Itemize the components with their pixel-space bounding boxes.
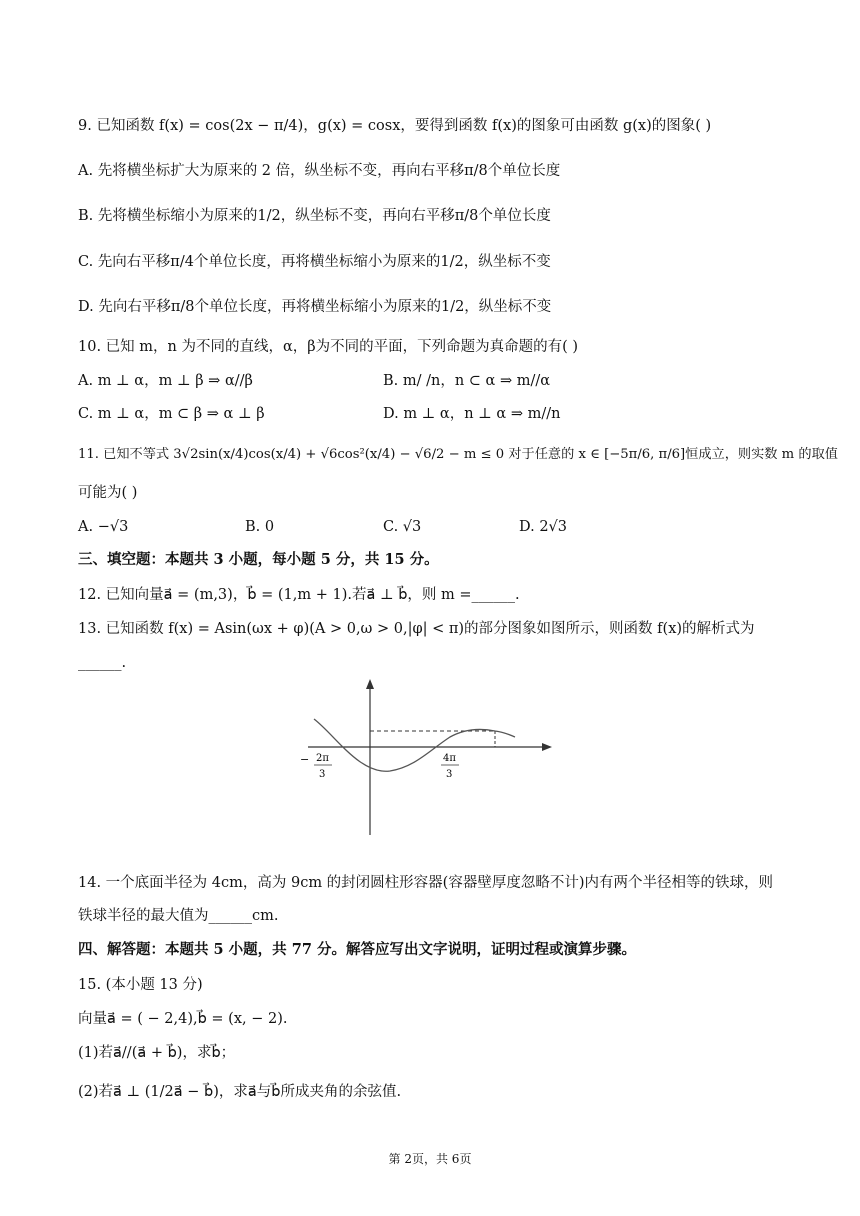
q9-option-a: [78, 160, 560, 182]
q15-title: [78, 974, 203, 996]
q9-option-d: [78, 296, 551, 318]
q9-stem: [78, 115, 711, 137]
q11-stem-text: 11. 已知不等式 3√2sin(x/4)cos(x/4) + √6cos²(x/4) − √6/2 − m ≤ 0 对于任意的 x ∈ [−5π/6, π/6]恒成立，则实数 m 的取值: [78, 447, 838, 462]
q10-option-b: [383, 370, 550, 392]
page-number-text: 第 2页，共 6页: [388, 1152, 472, 1166]
q13-stem-cont: [78, 652, 126, 674]
q15-given: [78, 1008, 287, 1030]
svg-text:3: 3: [446, 769, 453, 780]
q11-stem: [78, 444, 838, 466]
q12-stem: [78, 584, 520, 606]
q9-option-a-text: A. 先将横坐标扩大为原来的 2 倍，纵坐标不变，再向右平移π/8个单位长度: [78, 163, 561, 179]
q9-option-b-text: B. 先将横坐标缩小为原来的1/2，纵坐标不变，再向右平移π/8个单位长度: [78, 208, 551, 224]
q11-option-d: [519, 516, 567, 538]
svg-text:4π: 4π: [443, 753, 456, 764]
q12-stem-text: 12. 已知向量a⃗ = (m,3)，b⃗ = (1,m + 1).若a⃗ ⊥ b⃗，则 m =______.: [78, 587, 520, 603]
section-3-heading: [78, 549, 439, 571]
q14-stem: [78, 872, 773, 894]
svg-text:3: 3: [319, 769, 326, 780]
q11-stem-cont-text: 可能为( ): [78, 485, 138, 501]
page-footer: [0, 1150, 860, 1167]
q10-option-c-text: C. m ⊥ α，m ⊂ β ⇒ α ⊥ β: [78, 406, 265, 422]
q11-stem-cont: [78, 482, 137, 504]
q10-option-c: [78, 403, 265, 425]
q11-option-b: [245, 516, 274, 538]
q11-option-c-text: C. √3: [383, 519, 422, 535]
q9-option-c: [78, 251, 551, 273]
x-tick-neg-label: [300, 753, 332, 780]
x-tick-pos-label: [441, 753, 459, 780]
q15-given-text: 向量a⃗ = ( − 2,4),b⃗ = (x, − 2).: [78, 1011, 288, 1027]
q11-option-a-text: A. −√3: [78, 519, 129, 535]
q13-stem: [78, 618, 755, 640]
q10-stem: [78, 336, 578, 358]
q15-part1: [78, 1042, 235, 1064]
sine-curve: [314, 719, 515, 771]
q14-stem-cont-text: 铁球半径的最大值为______cm.: [78, 908, 279, 924]
q9-option-c-text: C. 先向右平移π/4个单位长度，再将横坐标缩小为原来的1/2，纵坐标不变: [78, 254, 551, 270]
svg-text:−: −: [300, 753, 310, 766]
y-axis-arrow: [366, 679, 374, 689]
q10-option-b-text: B. m/ /n，n ⊂ α ⇒ m//α: [383, 373, 551, 389]
q15-part1-text: (1)若a⃗//(a⃗ + b⃗)，求b⃗；: [78, 1045, 236, 1061]
section-3-heading-text: 三、填空题：本题共 3 小题，每小题 5 分，共 15 分。: [78, 551, 439, 568]
q14-stem-text: 14. 一个底面半径为 4cm，高为 9cm 的封闭圆柱形容器(容器壁厚度忽略不计)内有两个半径相等的铁球，则: [78, 875, 773, 891]
q15-part2: [78, 1081, 401, 1103]
q11-option-d-text: D. 2√3: [519, 519, 568, 535]
q13-graph: [290, 675, 570, 840]
svg-text:2π: 2π: [316, 753, 329, 764]
q10-option-d: [383, 403, 560, 425]
section-4-heading: [78, 939, 636, 961]
q10-option-a: [78, 370, 253, 392]
q15-title-text: 15. (本小题 13 分): [78, 977, 203, 993]
q9-option-d-text: D. 先向右平移π/8个单位长度，再将横坐标缩小为原来的1/2，纵坐标不变: [78, 299, 552, 315]
q15-part2-text: (2)若a⃗ ⊥ (1/2a⃗ − b⃗)，求a⃗与b⃗所成夹角的余弦值.: [78, 1084, 402, 1100]
q11-option-b-text: B. 0: [245, 519, 275, 535]
q11-option-a: [78, 516, 128, 538]
q9-option-b: [78, 205, 551, 227]
q10-option-a-text: A. m ⊥ α，m ⊥ β ⇒ α//β: [78, 373, 253, 389]
x-axis-arrow: [542, 743, 552, 751]
q13-stem-text: 13. 已知函数 f(x) = Asin(ωx + φ)(A > 0,ω > 0,|φ| < π)的部分图象如图所示，则函数 f(x)的解析式为: [78, 621, 755, 637]
q10-option-d-text: D. m ⊥ α，n ⊥ α ⇒ m//n: [383, 406, 561, 422]
q10-stem-text: 10. 已知 m，n 为不同的直线，α，β为不同的平面，下列命题为真命题的有( ): [78, 339, 579, 355]
q13-stem-cont-text: ______.: [78, 655, 127, 671]
q9-stem-text: 9. 已知函数 f(x) = cos(2x − π/4)，g(x) = cosx，要得到函数 f(x)的图象可由函数 g(x)的图象( ): [78, 118, 712, 134]
section-4-heading-text: 四、解答题：本题共 5 小题，共 77 分。解答应写出文字说明，证明过程或演算步骤。: [78, 941, 636, 958]
q14-stem-cont: [78, 905, 278, 927]
q11-option-c: [383, 516, 421, 538]
